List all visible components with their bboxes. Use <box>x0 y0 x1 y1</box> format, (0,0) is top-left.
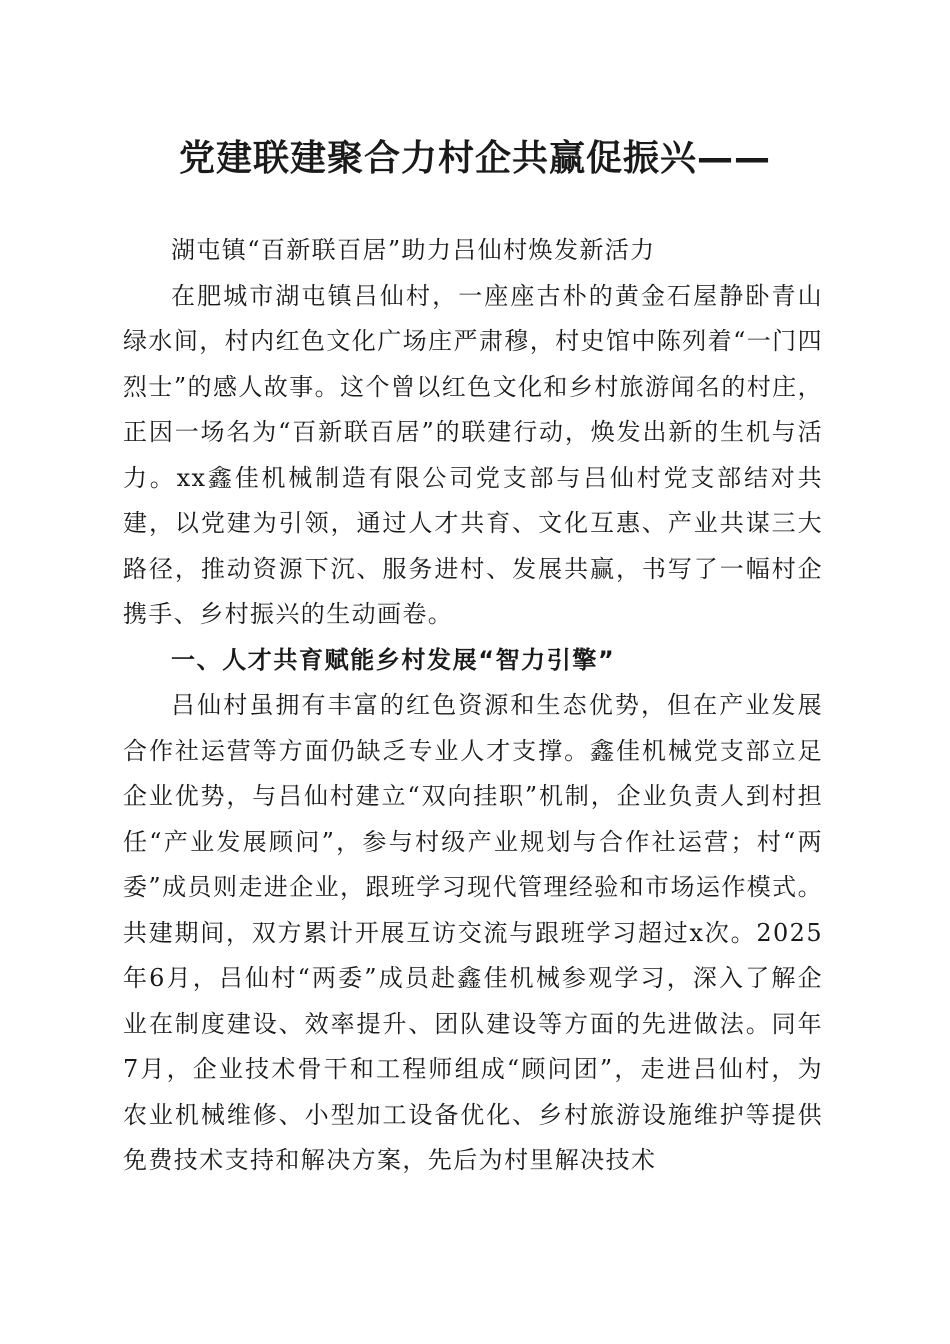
section-heading: 一、人才共育赋能乡村发展“智力引擎” <box>171 645 616 674</box>
subtitle-paragraph: 湖屯镇“百新联百居”助力吕仙村焕发新活力 <box>171 236 656 264</box>
document-body <box>123 228 823 1184</box>
intro-paragraph: 在肥城市湖屯镇吕仙村，一座座古朴的黄金石屋静卧青山绿水间，村内红色文化广场庄严肃穆，村史馆中陈列着“一门四烈士”的感人故事。这个曾以红色文化和乡村旅游闻名的村庄，正因一场名为“百新联百居”的联建行动，焕发出新的生机与活力。xx鑫佳机械制造有限公司党支部与吕仙村党支部结对共建，以党建为引领，通过人才共育、文化互惠、产业共谋三大路径，推动资源下沉、服务进村、发展共赢，书写了一幅村企携手、乡村振兴的生动画卷。 <box>123 281 823 628</box>
section-paragraph: 吕仙村虽拥有丰富的红色资源和生态优势，但在产业发展合作社运营等方面仍缺乏专业人才支撑。鑫佳机械党支部立足企业优势，与吕仙村建立“双向挂职”机制，企业负责人到村担任“产业发展顾问”，参与村级产业规划与合作社运营；村“两委”成员则走进企业，跟班学习现代管理经验和市场运作模式。共建期间，双方累计开展互访交流与跟班学习超过x次。2025年6月，吕仙村“两委”成员赴鑫佳机械参观学习，深入了解企业在制度建设、效率提升、团队建设等方面的先进做法。同年7月，企业技术骨干和工程师组成“顾问团”，走进吕仙村，为农业机械维修、小型加工设备优化、乡村旅游设施维护等提供免费技术支持和解决方案，先后为村里解决技术 <box>123 691 823 1174</box>
document-title: 党建联建聚合力村企共赢促振兴—— <box>178 138 771 179</box>
